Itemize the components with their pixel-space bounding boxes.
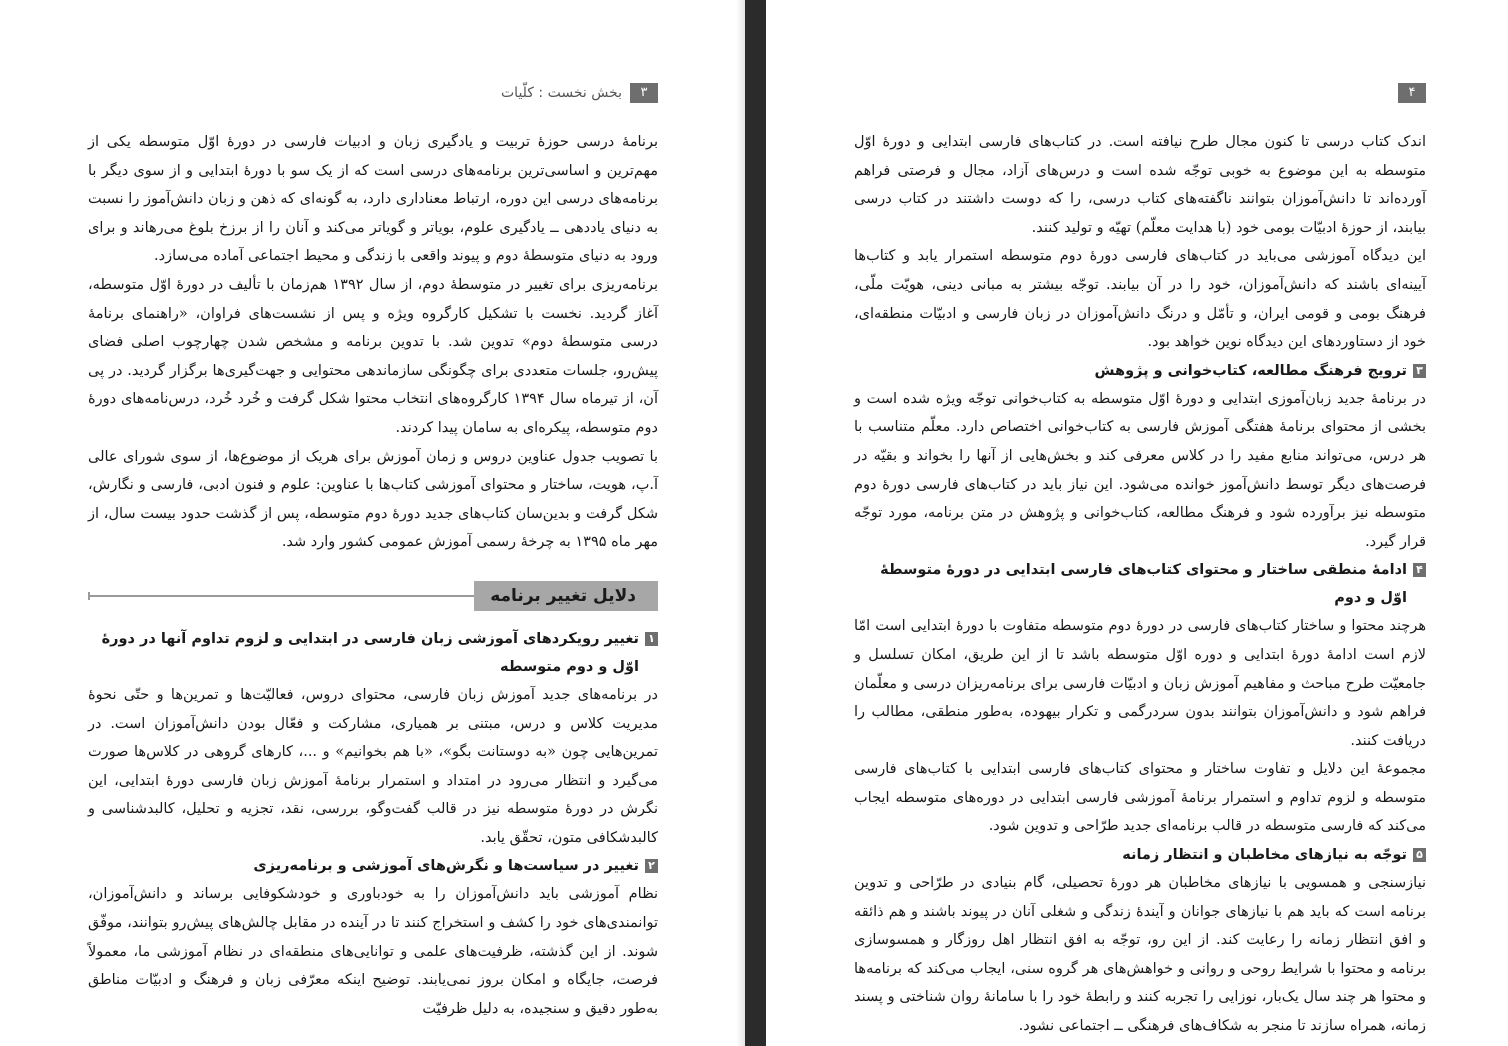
- subheading-3: [854, 357, 1426, 385]
- subheading-4: [854, 556, 1426, 612]
- running-header: [1396, 82, 1426, 104]
- paragraph: در برنامهٔ جدید زبان‌آموزی ابتدایی و دورهٔ اوّل متوسطه به کتاب‌خوانی توجّه ویژه شده است و بخشی از محتوای برنامهٔ هفتگی آموزش فارسی به کتاب‌خوانی اختصاص دارد. معلّم متناسب با هر درس، می‌تواند منابع مفید را در کلاس معرفی کند و بخش‌هایی از آنها را بخواند و بقیّه در فرصت‌های دیگر توسط دانش‌آموز خوانده می‌شود. این نیاز باید در کتاب‌های فارسی دورهٔ دوم متوسطه نیز برآورده شود و فرهنگ مطالعه، کتاب‌خوانی و پژوهش در متن برنامه، مورد توجّه قرار گیرد.: [854, 390, 1426, 550]
- subheading-title: ترویج فرهنگ مطالعه، کتاب‌خوانی و پژوهش: [1094, 362, 1407, 379]
- section-rule: [88, 595, 474, 597]
- subheading-2: [88, 852, 658, 880]
- paragraph: نیازسنجی و همسویی با نیازهای مخاطبان هر دورهٔ تحصیلی، گام بنیادی در طرّاحی و تدوین برنامه است که باید هم با نیازهای جوانان و آیندهٔ زندگی و شغلی آنان در پیوند باشند و هم ذائقه و افق انتظار زمانه را رعایت کند. از این رو، توجّه به افق انتظار اهل روزگار و همسوسازی برنامه و محتوا با شرایط روحی و روانی و خواهش‌های هر گروه سنی، ایجاب می‌کند که برنامه‌ها و محتوا هر چند سال یک‌بار، نوزایی را تجربه کنند و رابطهٔ خود را با سامانهٔ روان شناختی و پسند زمانه، همراه سازند تا منجر به شکاف‌های فرهنگی ــ اجتماعی نشود.: [854, 875, 1426, 1035]
- page-3: [0, 0, 745, 1046]
- subheading-title: ادامهٔ منطقی ساختار و محتوای کتاب‌های فارسی ابتدایی در دورهٔ متوسطهٔ اوّل و دوم: [880, 562, 1407, 607]
- paragraph: نظام آموزشی باید دانش‌آموزان را به خودباوری و خودشکوفایی برساند و دانش‌آموزان، توانمندی‌های خود را کشف و استخراج کنند تا در آینده در مقابل چالش‌های پیش‌رو بتوانند، موفّق شوند. از این گذشته، ظرفیت‌های علمی و توانایی‌های منطقه‌ای در نظام آموزشی ما، معمولاً فرصت، جایگاه و امکان بروز نمی‌یابند. توضیح اینکه معرّفی زبان و فرهنگ و ادبیّات مناطق به‌طور دقیق و سنجیده، به دلیل ظرفیّت: [88, 886, 658, 1017]
- text-column: [854, 128, 1426, 1041]
- subheading-number: ۵: [1413, 848, 1426, 862]
- paragraph: برنامه‌ریزی برای تغییر در متوسطهٔ دوم، از سال ۱۳۹۲ هم‌زمان با تألیف در دورهٔ اوّل متوسطه، آغاز گردید. نخست با تشکیل کارگروه ویژه و پس از نشست‌های فراوان، «راهنمای برنامهٔ درسی متوسطهٔ دوم» تدوین شد. با تدوین برنامه و مشخص شدن چهارچوب اصلی فضای پیش‌رو، جلسات متعددی برای چگونگی سازماندهی محتوایی و جهت‌گیری‌ها برگزار گردید. در پی آن، از تیرماه سال ۱۳۹۴ کارگروه‌های انتخاب محتوا شکل گرفت و خُرد خُرد، درس‌نامه‌های دورهٔ دوم متوسطه، پیکره‌ای به سامان پیدا کردند.: [88, 276, 658, 436]
- paragraph: برنامهٔ درسی حوزهٔ تربیت و یادگیری زبان و ادبیات فارسی در دورهٔ اوّل متوسطه یکی از مهم‌ترین و اساسی‌ترین برنامه‌های درسی است که از یک سو با دورهٔ ابتدایی و از سوی دیگر با برنامه‌های درسی این دوره، ارتباط معناداری دارد، به گونه‌ای که ذهن و زبان دانش‌آموز را نسبت به دنیای یاددهی ــ یادگیری علوم، بویاتر و گویاتر می‌کند و آنان را از برزخ بلوغ می‌رهاند و برای ورود به دنیای متوسطهٔ دوم و پیوند واقعی با زندگی و محیط اجتماعی آماده می‌سازد.: [88, 134, 658, 265]
- subheading-1: [88, 625, 658, 681]
- paragraph: در برنامه‌های جدید آموزش زبان فارسی، محتوای دروس، فعالیّت‌ها و تمرین‌ها و حتّی نحوهٔ مدیریت کلاس و درس، مبتنی بر همیاری، مشارکت و فعّال بودن دانش‌آموزان است. در تمرین‌هایی چون «به دوستانت بگو»، «با هم بخوانیم» و ...، کارهای گروهی در کلاس‌ها صورت می‌گیرد و انتظار می‌رود در امتداد و استمرار برنامهٔ آموزش زبان فارسی دورهٔ ابتدایی، این نگرش در دورهٔ متوسطه نیز در قالب گفت‌وگو، بررسی، نقد، تجزیه و تحلیل، کالبدشناسی و کالبدشکافی متون، تحقّق یابد.: [88, 686, 658, 846]
- book-spine: [745, 0, 766, 1046]
- paragraph: این دیدگاه آموزشی می‌باید در کتاب‌های فارسی دورهٔ دوم متوسطه استمرار یابد و کتاب‌ها آیینه‌ای باشند که دانش‌آموزان، خود را در آن بیابند. توجّه بیشتر به مبانی دینی، هویّت ملّی، فرهنگ بومی و قومی ایران، و تأمّل و درنگ دانش‌آموزان در زبان فارسی و ادبیّات منطقه‌ای، خود از دستاوردهای این دیدگاه نوین خواهد بود.: [854, 248, 1426, 351]
- gutter-shadow: [736, 0, 745, 1046]
- page-number: ۴: [1398, 83, 1426, 103]
- subheading-title: توجّه به نیازهای مخاطبان و انتظار زمانه: [1122, 847, 1407, 864]
- paragraph: مجموعهٔ این دلایل و تفاوت ساختار و محتوای کتاب‌های فارسی ابتدایی با کتاب‌های فارسی متوسطه و لزوم تداوم و استمرار برنامهٔ آموزشی فارسی ابتدایی در دوره‌های متوسطه ایجاب می‌کند که فارسی متوسطه در قالب برنامه‌ای جدید طرّاحی و تدوین شود.: [854, 761, 1426, 835]
- subheading-number: ۴: [1413, 563, 1426, 577]
- subheading-title: تغییر رویکردهای آموزشی زبان فارسی در ابتدایی و لزوم تداوم آنها در دورهٔ اوّل و دوم متوسطه: [101, 630, 639, 675]
- subheading-5: [854, 841, 1426, 869]
- section-heading: [88, 581, 658, 611]
- running-header: [88, 82, 658, 104]
- page-number: ۳: [630, 83, 658, 103]
- subheading-number: ۱: [645, 632, 658, 646]
- paragraph: اندک کتاب درسی تا کنون مجال طرح نیافته است. در کتاب‌های فارسی ابتدایی و دورهٔ اوّل متوسطه به این موضوع به خوبی توجّه شده است و درس‌های آزاد، مجال و فرصتی فراهم آورده‌اند تا دانش‌آموزان بتوانند ناگفته‌های کتاب درسی، را که دوست داشتند در کتاب درسی بیابند، از حوزهٔ ادبیّات بومی خود (با هدایت معلّم) تهیّه و تولید کنند.: [854, 134, 1426, 236]
- page-4: [766, 0, 1508, 1046]
- subheading-number: ۲: [645, 859, 658, 873]
- paragraph: هرچند محتوا و ساختار کتاب‌های فارسی در دورهٔ دوم متوسطه متفاوت با دورهٔ ابتدایی است امّا لازم است ادامهٔ دورهٔ ابتدایی و دوره اوّل متوسطه باشد تا از این طریق، امکان تسلسل و جامعیّت طرح مباحث و مفاهیم آموزش زبان و ادبیّات فارسی برای برنامه‌ریزان درسی و معلّمان فراهم شود و دانش‌آموزان بتوانند بدون سردرگمی و تکرار بیهوده، به‌طور منطقی، مطالب را دریافت کنند.: [854, 618, 1426, 749]
- text-column: [88, 128, 658, 1023]
- header-title: بخش نخست : کلّیات: [501, 85, 622, 101]
- paragraph: با تصویب جدول عناوین دروس و زمان آموزش برای هریک از موضوع‌ها، از سوی شورای عالی آ.پ، هویت، ساختار و محتوای آموزشی کتاب‌ها با عناوین: علوم و فنون ادبی، فارسی و نگارش، شکل گرفت و بدین‌سان کتاب‌های جدید دورهٔ دوم متوسطه، پس از گذشت حدود بیست سال، از مهر ماه ۱۳۹۵ به چرخهٔ رسمی آموزش عمومی کشور وارد شد.: [88, 448, 658, 551]
- section-title: دلایل تغییر برنامه: [474, 581, 658, 611]
- subheading-number: ۳: [1413, 364, 1426, 378]
- subheading-title: تغییر در سیاست‌ها و نگرش‌های آموزشی و برنامه‌ریزی: [253, 858, 639, 875]
